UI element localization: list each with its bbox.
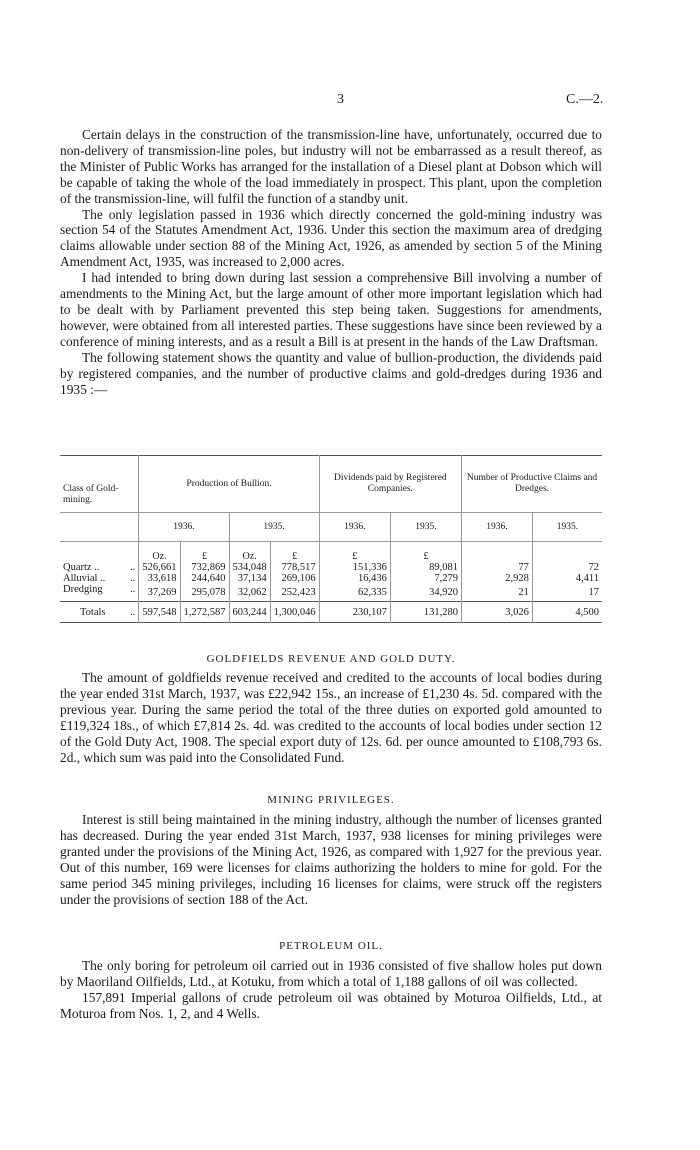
table-cell: 37,269 [139, 584, 180, 602]
table-cell: 4,411 [532, 573, 602, 584]
table-cell: 2,928 [462, 573, 533, 584]
totals-row [60, 602, 602, 623]
paragraph-transmission-line: Certain delays in the construction of the transmission-line have, unfortunately, occurred due to non-delivery of transmission-line poles, but industry will not be embarrassed as a result thereof, as the Minister of Public Works has arranged for the installation of a Diesel plant at Dobson which will be capable of taking the whole of the load immediately in prospect. This plant, upon the completion of the transmission-line, will fulfil the function of a standby unit. [60, 127, 602, 206]
paragraph-statement-intro: The following statement shows the quantity and value of bullion-production, the dividends paid by registered companies, and the number of productive claims and gold-dredges during 1936 and 1935 :— [60, 349, 602, 397]
unit-oz: Oz. [229, 542, 270, 563]
bullion-table [60, 455, 602, 623]
table-cell: 32,062 [229, 584, 270, 602]
table-header-row [60, 456, 602, 513]
header-claims: Number of Productive Claims and Dredges. [462, 456, 602, 513]
heading-mining-privileges: MINING PRIVILEGES. [267, 794, 395, 806]
paragraph-legislation: The only legislation passed in 1936 which directly concerned the gold-mining industry was section 54 of the Statutes Amendment Act, 1936. Under this section the maximum area of dredging claims allowable under section 88 of the Mining Act, 1926, as amended by section 5 of the Mining Amendment Act, 1935, was increased to 2,000 acres. [60, 206, 602, 270]
unit-pound: £ [390, 542, 461, 563]
table-cell: 72 [532, 562, 602, 573]
document-reference: C.—2. [566, 92, 604, 107]
table-cell: 17 [532, 584, 602, 602]
table-year-row [60, 513, 602, 542]
table-row [60, 573, 602, 584]
paragraph-petroleum-boring: The only boring for petroleum oil carried out in 1936 consisted of five shallow holes put down by Maoriland Oilfields, Ltd., at Kotuku, from which a total of 1,188 gallons of oil was collected. [60, 958, 602, 989]
totals-cell: 4,500 [532, 602, 602, 623]
paragraph-mining-privileges: Interest is still being maintained in the mining industry, although the number of licenses granted has decreased. During the year ended 31st March, 1937, 938 licenses for mining privileges were granted under the provisions of the Mining Act, 1926, as compared with 1,927 for the previous year. Out of this number, 169 were licenses for claims authorizing the holders to mine for gold. For the same period 345 mining privileges, including 16 licenses for claims, were struck off the registers under the provisions of section 188 of the Act. [60, 812, 602, 907]
totals-cell: 1,300,046 [270, 602, 319, 623]
table-cell: 33,618 [139, 573, 180, 584]
row-label: Alluvial .. .. [63, 573, 136, 584]
table-cell: 89,081 [390, 562, 461, 573]
table-cell: 534,048 [229, 562, 270, 573]
totals-cell: 1,272,587 [180, 602, 229, 623]
table-cell: 269,106 [270, 573, 319, 584]
page-header [0, 92, 700, 112]
paragraph-goldfields-revenue: The amount of goldfields revenue received and credited to the accounts of local bodies during the year ended 31st March, 1937, was £22,942 15s., an increase of £1,230 4s. 5d. compared with the previous year. During the same period the total of the three duties on exported gold amounted to £119,324 18s., of which £7,814 2s. 4d. was credited to the accounts of local bodies under section 12 of the Gold Duty Act, 1908. The special export duty of 12s. 6d. per ounce amounted to £108,793 6s. 2d., which sum was paid into the Consolidated Fund. [60, 670, 602, 765]
table-cell: 21 [462, 584, 533, 602]
year-dividends-1935: 1935. [390, 513, 461, 542]
table-cell: 7,279 [390, 573, 461, 584]
table-unit-row [60, 542, 602, 563]
header-production: Production of Bullion. [139, 456, 319, 513]
year-production-1936: 1936. [139, 513, 229, 542]
table-cell: 62,335 [319, 584, 390, 602]
section-petroleum-oil [60, 958, 602, 1022]
totals-cell: 597,548 [139, 602, 180, 623]
table-cell: 732,869 [180, 562, 229, 573]
totals-cell: 3,026 [462, 602, 533, 623]
unit-pound: £ [270, 542, 319, 563]
table-cell: 295,078 [180, 584, 229, 602]
unit-oz: Oz. [139, 542, 180, 563]
table-cell: 778,517 [270, 562, 319, 573]
page-number: 3 [337, 92, 344, 107]
table-cell: 34,920 [390, 584, 461, 602]
year-claims-1935: 1935. [532, 513, 602, 542]
totals-label: Totals .. [60, 602, 139, 623]
totals-cell: 131,280 [390, 602, 461, 623]
table-cell: 16,436 [319, 573, 390, 584]
table-row [60, 562, 602, 573]
year-dividends-1936: 1936. [319, 513, 390, 542]
totals-cell: 230,107 [319, 602, 390, 623]
table-cell: 37,134 [229, 573, 270, 584]
year-claims-1936: 1936. [462, 513, 533, 542]
table-row [60, 584, 602, 602]
row-label: Quartz .. .. [63, 562, 136, 573]
table-cell: 252,423 [270, 584, 319, 602]
intro-text [60, 127, 602, 397]
unit-pound: £ [180, 542, 229, 563]
heading-petroleum-oil: PETROLEUM OIL. [279, 940, 383, 952]
table-cell: 77 [462, 562, 533, 573]
header-class: Class of Gold-mining. [63, 484, 119, 505]
year-production-1935: 1935. [229, 513, 319, 542]
table-cell: 244,640 [180, 573, 229, 584]
heading-goldfields-revenue: GOLDFIELDS REVENUE AND GOLD DUTY. [206, 653, 456, 665]
section-goldfields-revenue [60, 670, 602, 765]
row-label: Dredging .. [63, 584, 136, 595]
table-cell: 526,661 [139, 562, 180, 573]
paragraph-moturoa: 157,891 Imperial gallons of crude petroleum oil was obtained by Moturoa Oilfields, Ltd., at Moturoa from Nos. 1, 2, and 4 Wells. [60, 989, 602, 1021]
table-cell: 151,336 [319, 562, 390, 573]
totals-cell: 603,244 [229, 602, 270, 623]
section-mining-privileges [60, 812, 602, 907]
paragraph-mining-bill: I had intended to bring down during last session a comprehensive Bill involving a number of amendments to the Mining Act, but the large amount of other more important legislation which had to be dealt with by Parliament prevented this step being taken. Suggestions for amendments, however, were obtained from all interested parties. These suggestions have since been reviewed by a conference of mining interests, and as a result a Bill is at present in the hands of the Law Draftsman. [60, 270, 602, 349]
unit-pound: £ [319, 542, 390, 563]
header-dividends: Dividends paid by Registered Companies. [319, 456, 461, 513]
